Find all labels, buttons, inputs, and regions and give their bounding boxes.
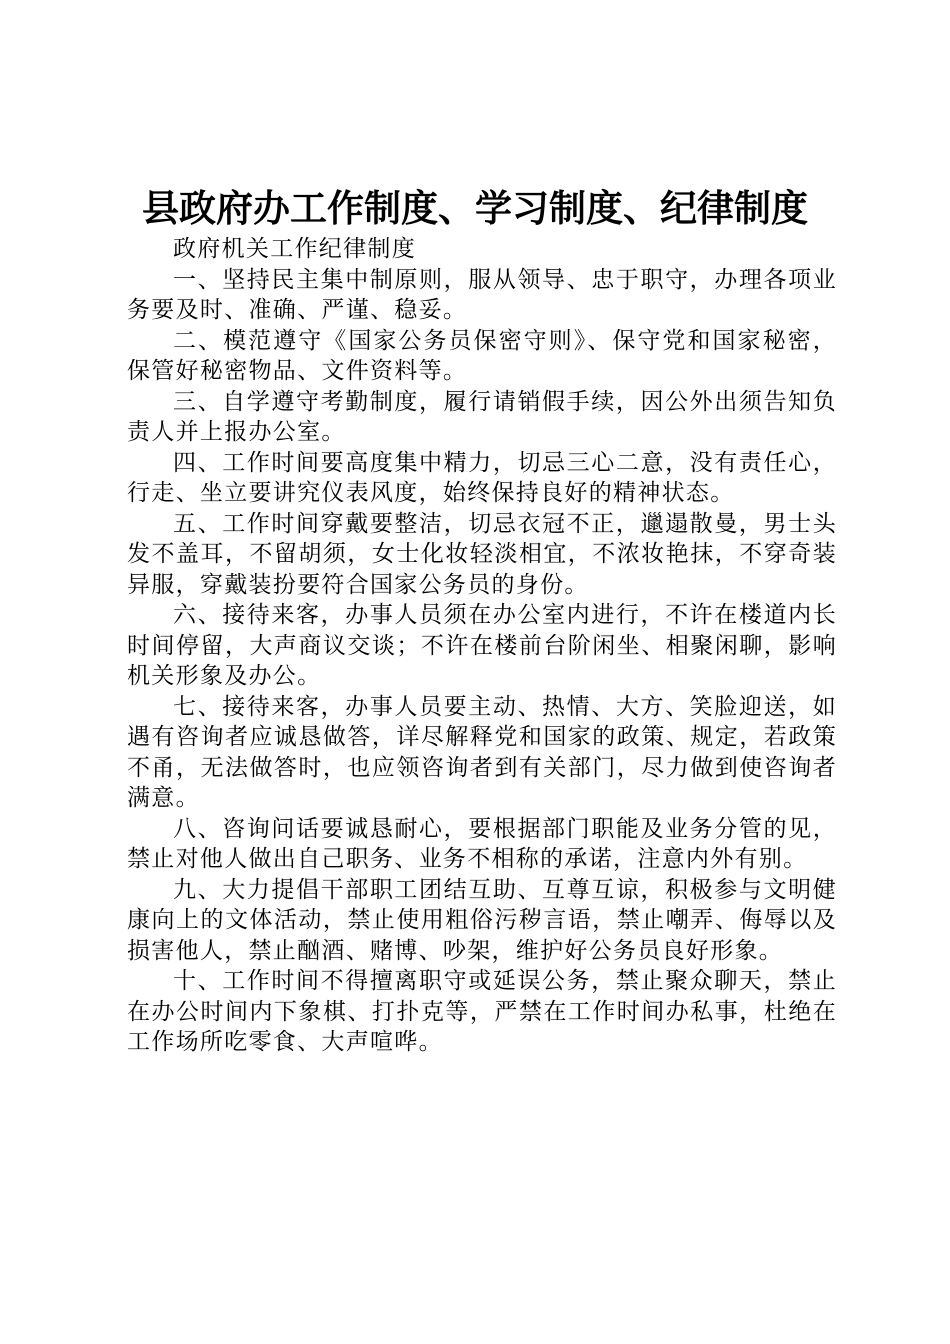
paragraph-7: 七、接待来客，办事人员要主动、热情、大方、笑脸迎送，如遇有咨询者应诚恳做答，详尽解释党和国家的政策、规定，若政策不甬，无法做答时，也应领咨询者到有关部门，尽力做到使咨询者满意。 [127,693,837,811]
paragraph-3: 三、自学遵守考勤制度，履行请销假手续，因公外出须告知负责人并上报办公室。 [127,388,837,445]
paragraph-8: 八、咨询问话要诚恳耐心，要根据部门职能及业务分管的见，禁止对他人做出自己职务、业务不相称的承诺，注意内外有别。 [127,815,837,872]
document-body [127,234,837,1058]
section-heading: 政府机关工作纪律制度 [173,236,416,262]
paragraph-4: 四、工作时间要高度集中精力，切忌三心二意，没有责任心，行走、坐立要讲究仪表风度，始终保持良好的精神状态。 [127,449,837,506]
paragraph-6: 六、接待来客，办事人员须在办公室内进行，不许在楼道内长时间停留，大声商议交谈；不许在楼前台阶闲坐、相聚闲聊，影响机关形象及办公。 [127,602,837,689]
paragraph-9: 九、大力提倡干部职工团结互助、互尊互谅，积极参与文明健康向上的文体活动，禁止使用粗俗污秽言语，禁止嘲弄、侮辱以及损害他人，禁止酗酒、赌博、吵架，维护好公务员良好形象。 [127,876,837,964]
paragraph-1: 一、坚持民主集中制原则，服从领导、忠于职守，办理各项业务要及时、准确、严谨、稳妥。 [127,266,837,323]
paragraph-10: 十、工作时间不得擅离职守或延误公务，禁止聚众聊天，禁止在办公时间内下象棋、打扑克等，严禁在工作时间办私事，杜绝在工作场所吃零食、大声喧哗。 [127,968,837,1055]
document-title: 县政府办工作制度、学习制度、纪律制度 [142,186,808,230]
paragraph-5: 五、工作时间穿戴要整洁，切忌衣冠不正，邋遢散曼，男士头发不盖耳，不留胡须，女士化妆轻淡相宜，不浓妆艳抹，不穿奇装异服，穿戴装扮要符合国家公务员的身份。 [127,510,837,598]
paragraph-2: 二、模范遵守《国家公务员保密守则》、保守党和国家秘密，保管好秘密物品、文件资料等。 [127,327,837,384]
